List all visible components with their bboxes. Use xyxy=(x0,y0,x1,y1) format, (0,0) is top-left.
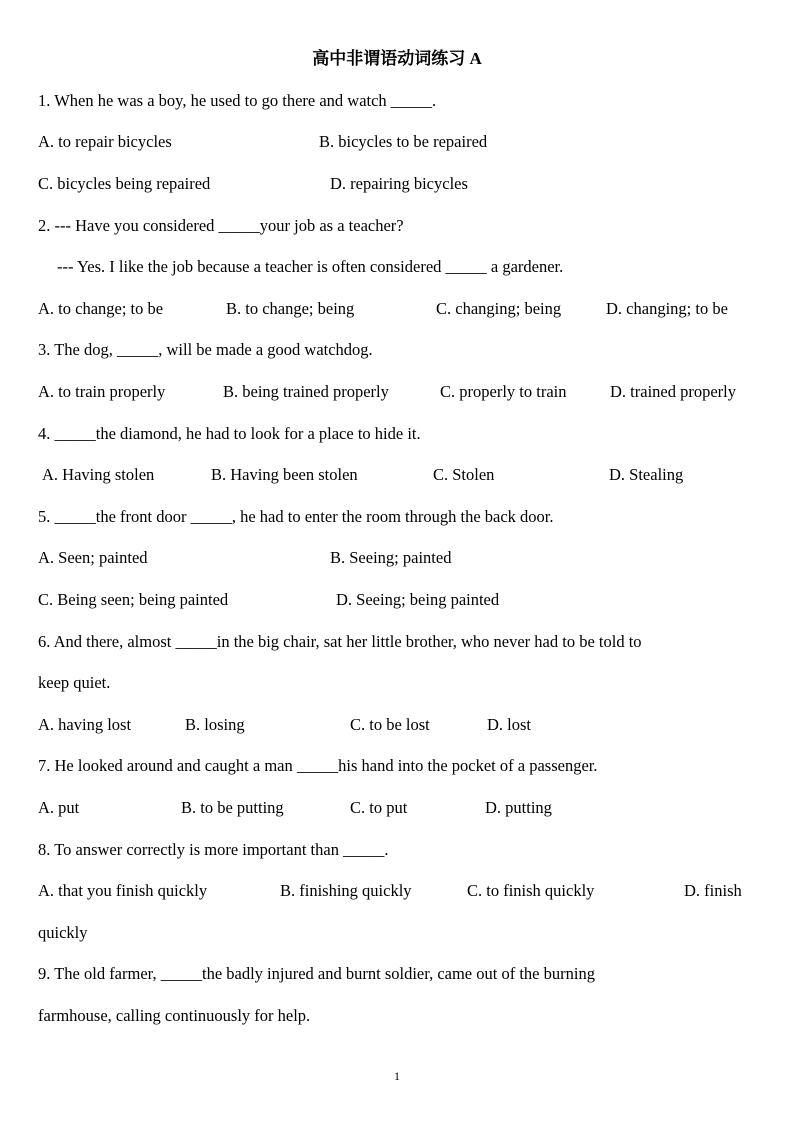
option-c: C. bicycles being repaired xyxy=(38,174,211,193)
option-c: C. Stolen xyxy=(433,465,495,484)
question-stem: 5. _____the front door _____, he had to enter the room through the back door. xyxy=(38,507,554,526)
page-number: 1 xyxy=(394,1069,400,1083)
option-d: D. changing; to be xyxy=(606,299,728,318)
option-a: A. Seen; painted xyxy=(38,548,148,567)
question-stem-continued: --- Yes. I like the job because a teacher is often considered _____ a gardener. xyxy=(57,257,564,276)
option-d: D. putting xyxy=(485,798,552,817)
option-d: D. trained properly xyxy=(610,382,736,401)
question-stem: 9. The old farmer, _____the badly injured and burnt soldier, came out of the burning xyxy=(38,964,595,983)
question-stem: 3. The dog, _____, will be made a good watchdog. xyxy=(38,340,373,359)
question-stem: 4. _____the diamond, he had to look for a place to hide it. xyxy=(38,424,421,443)
option-c: C. to finish quickly xyxy=(467,881,595,900)
option-a: A. to change; to be xyxy=(38,299,164,318)
option-c: C. properly to train xyxy=(440,382,567,401)
question-stem-continued: keep quiet. xyxy=(38,673,111,692)
option-b: B. to be putting xyxy=(181,798,284,817)
option-b: B. being trained properly xyxy=(223,382,389,401)
option-c: C. changing; being xyxy=(436,299,562,318)
page-title: 高中非谓语动词练习 A xyxy=(312,49,482,68)
option-b: B. Having been stolen xyxy=(211,465,358,484)
option-d-continued: quickly xyxy=(38,923,88,942)
question-stem: 1. When he was a boy, he used to go there and watch _____. xyxy=(38,91,437,110)
question-stem: 6. And there, almost _____in the big chair, sat her little brother, who never had to be told to xyxy=(38,632,642,651)
question-stem: 7. He looked around and caught a man _____his hand into the pocket of a passenger. xyxy=(38,756,598,775)
question-stem-continued: farmhouse, calling continuously for help. xyxy=(38,1006,311,1025)
option-a: A. to train properly xyxy=(38,382,166,401)
option-a: A. having lost xyxy=(38,715,132,734)
question-stem: 8. To answer correctly is more important than _____. xyxy=(38,840,389,859)
option-c: C. Being seen; being painted xyxy=(38,590,229,609)
option-b: B. Seeing; painted xyxy=(330,548,452,567)
option-b: B. losing xyxy=(185,715,245,734)
option-d: D. repairing bicycles xyxy=(330,174,468,193)
option-d: D. Seeing; being painted xyxy=(336,590,500,609)
option-a: A. put xyxy=(38,798,80,817)
option-b: B. finishing quickly xyxy=(280,881,412,900)
option-c: C. to be lost xyxy=(350,715,430,734)
option-d: D. Stealing xyxy=(609,465,684,484)
option-d: D. lost xyxy=(487,715,532,734)
option-a: A. to repair bicycles xyxy=(38,132,172,151)
question-stem: 2. --- Have you considered _____your job as a teacher? xyxy=(38,216,404,235)
option-c: C. to put xyxy=(350,798,408,817)
option-b: B. to change; being xyxy=(226,299,355,318)
option-a: A. that you finish quickly xyxy=(38,881,208,900)
option-d: D. finish xyxy=(684,881,742,900)
option-a: A. Having stolen xyxy=(42,465,155,484)
option-b: B. bicycles to be repaired xyxy=(319,132,488,151)
